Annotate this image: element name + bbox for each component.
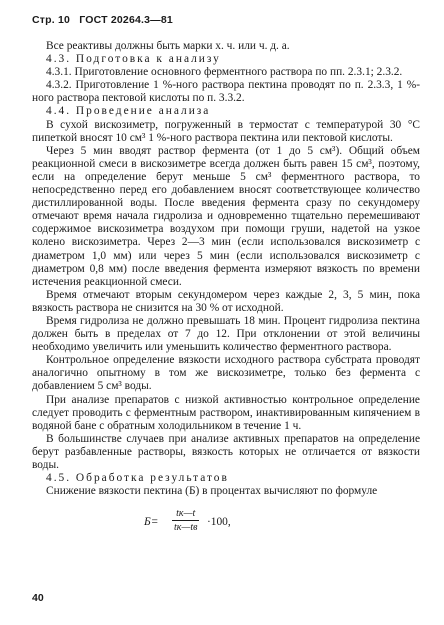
formula-lhs: Б= — [144, 516, 159, 529]
section-heading-text: 4.5. Обработка результатов — [46, 472, 229, 485]
paragraph-4-4-4: Время гидролиза не должно превышать 18 мин. Процент гидролиза пектина должен быть в пределах от 7 до 12. При отклонении от этой величины необходимо увеличить или уменьшить количество ферментного раствора. — [32, 314, 420, 354]
paragraph-4-4-5: Контрольное определение вязкости исходного раствора субстрата проводят аналогично опытному в том же вискозиметре, только без фермента с добавлением 5 см³ воды. — [32, 354, 420, 393]
paragraph-4-4-2: Через 5 мин вводят раствор фермента (от 1 до 5 см³). Общий объем реакционной смеси в вискозиметре всегда должен быть равен 15 см³, поэтому, если на определение берут меньше 5 см³ ферментного раствора, то непосредственно перед его добавлением вносят соответствующее количество дистиллированной воды. После введения фермента сразу по секундомеру отмечают время начала гидролиза и одновременно тщательно перемешивают содержимое вискозиметра воздухом при помощи груши, надетой на узкое колено вискозиметра. Через 2—3 мин (если использовался вискозиметр с диаметром 1,0 мм) или через 5 мин (если использовался вискозиметр с диаметром 0,8 мм) после введения фермента измеряют вязкость по времени истечения реакционной смеси. — [32, 144, 420, 288]
formula-denominator: tк—tв — [174, 522, 198, 534]
formula-rhs: ·100, — [207, 516, 231, 529]
paragraph-4-4-1: В сухой вискозиметр, погруженный в термостат с температурой 30 °С пипеткой вносят 10 см³ 1 %-ного раствора пектина или пектовой кислоты. — [32, 118, 420, 144]
standard-code: ГОСТ 20264.3—81 — [79, 14, 173, 26]
formula-fraction — [172, 507, 199, 534]
section-heading-text: 4.3. Подготовка к анализу — [46, 53, 221, 66]
paragraph-4-3-1: 4.3.1. Приготовление основного ферментного раствора по пп. 2.3.1; 2.3.2. — [46, 66, 403, 79]
page-body — [32, 40, 420, 542]
section-heading-4-3 — [32, 53, 420, 66]
page-label: Стр. 10 — [32, 14, 71, 26]
section-heading-4-5 — [32, 472, 420, 485]
paragraph-4-3-2: 4.3.2. Приготовление 1 %-ного раствора пектина проводят по п. 2.3.3, 1 %-ного раствора пектовой кислоты по п. 3.3.2. — [32, 79, 420, 105]
section-heading-4-4 — [32, 105, 420, 118]
paragraph-4-4-3: Время отмечают вторым секундомером через каждые 2, 3, 5 мин, пока вязкость раствора не снизится на 30 % от исходной. — [32, 288, 420, 314]
formula-numerator: tк—t — [172, 507, 199, 521]
viscosity-formula — [32, 506, 420, 542]
page-number: 40 — [32, 592, 44, 604]
paragraph-4-4-7: В большинстве случаев при анализе активных препаратов на определение берут разбавленные растворы, вязкость которых не отличается от вязкости воды. — [32, 432, 420, 471]
page-header — [32, 14, 179, 26]
paragraph-4-4-6: При анализе препаратов с низкой активностью контрольное определение следует проводить с ферментным раствором, инактивированным кипячением в водяной бане с обратным холодильником в течение 1 ч. — [32, 393, 420, 432]
reagents-paragraph: Все реактивы должны быть марки х. ч. или ч. д. а. — [46, 40, 290, 52]
section-heading-text: 4.4. Проведение анализа — [46, 105, 211, 118]
paragraph-4-5-1: Снижение вязкости пектина (Б) в процентах вычисляют по формуле — [46, 485, 378, 498]
